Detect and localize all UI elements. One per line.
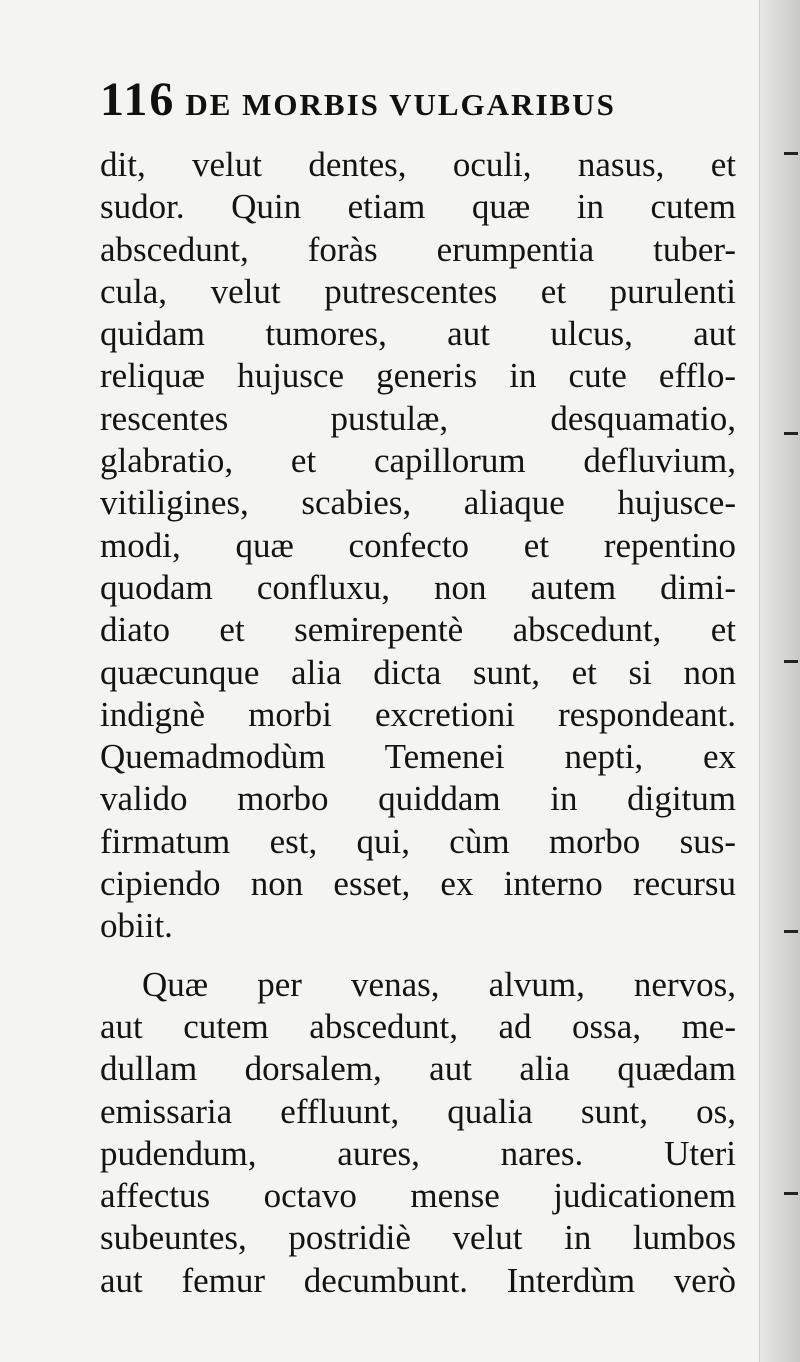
text-line: glabratio, et capillorum defluvium, (100, 441, 736, 481)
text-line: aut cutem abscedunt, ad ossa, me- (100, 1006, 736, 1046)
text-line: aut femur decumbunt. Interdùm verò (100, 1260, 736, 1300)
text-line: diato et semirepentè abscedunt, et (100, 610, 736, 650)
text-line: subeuntes, postridiè velut in lumbos (100, 1218, 736, 1258)
text-line: quodam confluxu, non autem dimi- (100, 567, 736, 607)
text-line: firmatum est, qui, cùm morbo sus- (100, 821, 736, 861)
text-line: modi, quæ confecto et repentino (100, 525, 736, 565)
text-line: valido morbo quiddam in digitum (100, 779, 736, 819)
text-line: cula, velut putrescentes et purulenti (100, 271, 736, 311)
page-edge (759, 0, 800, 1362)
text-line: quidam tumores, aut ulcus, aut (100, 314, 736, 354)
text-line: sudor. Quin etiam quæ in cutem (100, 187, 736, 227)
text-line: dullam dorsalem, aut alia quædam (100, 1049, 736, 1089)
text-line: abscedunt, foràs erumpentia tuber- (100, 229, 736, 269)
edge-mark (784, 1192, 798, 1195)
running-header (100, 72, 740, 128)
text-line: affectus octavo mense judicationem (100, 1176, 736, 1216)
paragraph-gap (100, 948, 736, 964)
edge-mark (784, 930, 798, 933)
text-line: rescentes pustulæ, desquamatio, (100, 398, 736, 438)
text-line: Quæ per venas, alvum, nervos, (142, 964, 736, 1004)
text-line: vitiligines, scabies, aliaque hujusce- (100, 483, 736, 523)
edge-mark (784, 660, 798, 663)
running-title: DE MORBIS VULGARIBUS (185, 87, 616, 122)
text-line: pudendum, aures, nares. Uteri (100, 1133, 736, 1173)
text-line: Quemadmodùm Temenei nepti, ex (100, 737, 736, 777)
text-line: obiit. (100, 906, 173, 946)
edge-mark (784, 432, 798, 435)
text-line: reliquæ hujusce generis in cute efflo- (100, 356, 736, 396)
text-line: emissaria effluunt, qualia sunt, os, (100, 1091, 736, 1131)
text-line: cipiendo non esset, ex interno recursu (100, 864, 736, 904)
edge-mark (784, 152, 798, 155)
text-line: dit, velut dentes, oculi, nasus, et (100, 145, 736, 184)
page-number: 116 (100, 73, 176, 126)
body-text (100, 144, 736, 1302)
text-line: quæcunque alia dicta sunt, et si non (100, 652, 736, 692)
text-line: indignè morbi excretioni respondeant. (100, 694, 736, 734)
